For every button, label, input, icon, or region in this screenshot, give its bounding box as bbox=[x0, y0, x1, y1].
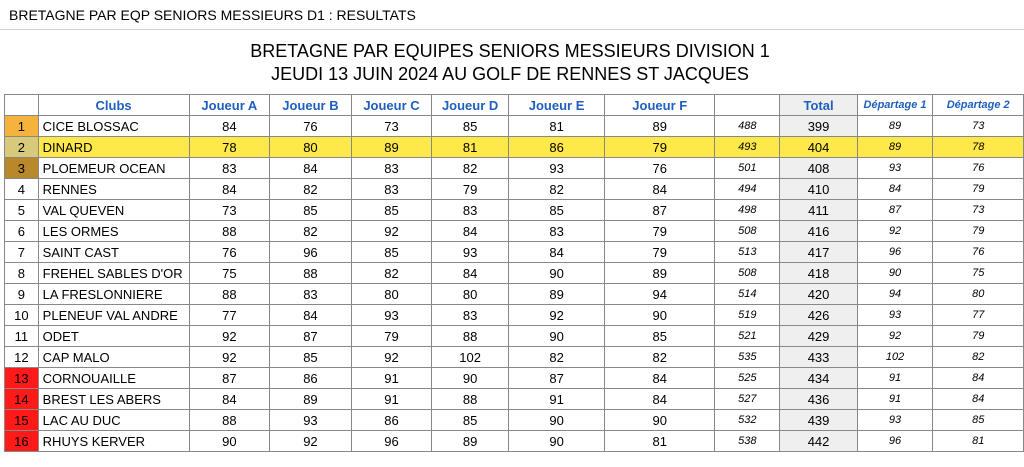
club-name-cell: RENNES bbox=[38, 179, 189, 200]
joueur-a-score: 90 bbox=[189, 431, 270, 452]
joueur-c-score: 92 bbox=[351, 347, 432, 368]
joueur-b-score: 83 bbox=[270, 284, 352, 305]
joueur-d-score: 88 bbox=[432, 389, 509, 410]
departage-1-score: 96 bbox=[857, 431, 933, 452]
joueur-f-score: 89 bbox=[605, 116, 715, 137]
table-row bbox=[5, 410, 1024, 431]
joueur-b-score: 87 bbox=[270, 326, 352, 347]
joueur-c-score: 92 bbox=[351, 221, 432, 242]
rank-cell: 14 bbox=[5, 389, 39, 410]
departage-2-score: 84 bbox=[933, 389, 1024, 410]
departage-1-score: 96 bbox=[857, 242, 933, 263]
departage-1-score: 89 bbox=[857, 116, 933, 137]
club-name-cell: VAL QUEVEN bbox=[38, 200, 189, 221]
departage-1-score: 91 bbox=[857, 368, 933, 389]
joueur-f-score: 79 bbox=[605, 242, 715, 263]
joueur-d-score: 80 bbox=[432, 284, 509, 305]
joueur-b-score: 92 bbox=[270, 431, 352, 452]
departage-1-score: 93 bbox=[857, 410, 933, 431]
joueur-a-score: 87 bbox=[189, 368, 270, 389]
club-name-cell: CAP MALO bbox=[38, 347, 189, 368]
club-name-cell: PLOEMEUR OCEAN bbox=[38, 158, 189, 179]
joueur-a-score: 78 bbox=[189, 137, 270, 158]
joueur-b-score: 82 bbox=[270, 221, 352, 242]
joueur-d-score: 84 bbox=[432, 221, 509, 242]
joueur-d-score: 90 bbox=[432, 368, 509, 389]
joueur-b-score: 86 bbox=[270, 368, 352, 389]
joueur-e-score: 90 bbox=[508, 263, 604, 284]
joueur-e-score: 81 bbox=[508, 116, 604, 137]
rank-cell: 10 bbox=[5, 305, 39, 326]
header-joueur-b: Joueur B bbox=[270, 95, 352, 116]
sum-score: 527 bbox=[715, 389, 780, 410]
joueur-d-score: 83 bbox=[432, 200, 509, 221]
sum-score: 508 bbox=[715, 221, 780, 242]
rank-cell: 7 bbox=[5, 242, 39, 263]
sum-score: 494 bbox=[715, 179, 780, 200]
club-name-cell: LA FRESLONNIERE bbox=[38, 284, 189, 305]
joueur-c-score: 79 bbox=[351, 326, 432, 347]
departage-2-score: 85 bbox=[933, 410, 1024, 431]
joueur-e-score: 89 bbox=[508, 284, 604, 305]
header-joueur-e: Joueur E bbox=[508, 95, 604, 116]
header-row bbox=[5, 95, 1024, 116]
club-name-cell: ODET bbox=[38, 326, 189, 347]
sum-score: 514 bbox=[715, 284, 780, 305]
sum-score: 501 bbox=[715, 158, 780, 179]
joueur-f-score: 85 bbox=[605, 326, 715, 347]
table-row bbox=[5, 326, 1024, 347]
table-row bbox=[5, 179, 1024, 200]
total-score: 433 bbox=[780, 347, 857, 368]
total-score: 417 bbox=[780, 242, 857, 263]
club-name-cell: DINARD bbox=[38, 137, 189, 158]
total-score: 436 bbox=[780, 389, 857, 410]
joueur-f-score: 79 bbox=[605, 221, 715, 242]
header-rank bbox=[5, 95, 39, 116]
departage-2-score: 82 bbox=[933, 347, 1024, 368]
departage-2-score: 84 bbox=[933, 368, 1024, 389]
joueur-b-score: 96 bbox=[270, 242, 352, 263]
joueur-b-score: 85 bbox=[270, 347, 352, 368]
departage-1-score: 94 bbox=[857, 284, 933, 305]
departage-2-score: 79 bbox=[933, 221, 1024, 242]
rank-cell: 8 bbox=[5, 263, 39, 284]
departage-2-score: 73 bbox=[933, 200, 1024, 221]
joueur-a-score: 92 bbox=[189, 326, 270, 347]
joueur-a-score: 84 bbox=[189, 389, 270, 410]
club-name-cell: SAINT CAST bbox=[38, 242, 189, 263]
joueur-b-score: 88 bbox=[270, 263, 352, 284]
joueur-d-score: 93 bbox=[432, 242, 509, 263]
table-row bbox=[5, 284, 1024, 305]
joueur-c-score: 85 bbox=[351, 200, 432, 221]
joueur-a-score: 77 bbox=[189, 305, 270, 326]
joueur-a-score: 92 bbox=[189, 347, 270, 368]
joueur-d-score: 102 bbox=[432, 347, 509, 368]
joueur-b-score: 89 bbox=[270, 389, 352, 410]
header-departage-1: Départage 1 bbox=[857, 95, 933, 116]
total-score: 418 bbox=[780, 263, 857, 284]
sum-score: 519 bbox=[715, 305, 780, 326]
rank-cell: 13 bbox=[5, 368, 39, 389]
club-name-cell: CICE BLOSSAC bbox=[38, 116, 189, 137]
rank-cell: 6 bbox=[5, 221, 39, 242]
rank-cell: 12 bbox=[5, 347, 39, 368]
joueur-e-score: 86 bbox=[508, 137, 604, 158]
total-score: 420 bbox=[780, 284, 857, 305]
joueur-b-score: 80 bbox=[270, 137, 352, 158]
departage-1-score: 89 bbox=[857, 137, 933, 158]
table-row bbox=[5, 116, 1024, 137]
departage-2-score: 78 bbox=[933, 137, 1024, 158]
sum-score: 535 bbox=[715, 347, 780, 368]
joueur-f-score: 84 bbox=[605, 368, 715, 389]
sum-score: 513 bbox=[715, 242, 780, 263]
rank-cell: 3 bbox=[5, 158, 39, 179]
window-title: BRETAGNE PAR EQP SENIORS MESSIEURS D1 : RESULTATS bbox=[9, 6, 416, 23]
sum-score: 521 bbox=[715, 326, 780, 347]
joueur-e-score: 82 bbox=[508, 179, 604, 200]
table-row bbox=[5, 242, 1024, 263]
table-row bbox=[5, 158, 1024, 179]
joueur-c-score: 96 bbox=[351, 431, 432, 452]
joueur-c-score: 80 bbox=[351, 284, 432, 305]
table-row bbox=[5, 347, 1024, 368]
sheet-subtitle: JEUDI 13 JUIN 2024 AU GOLF DE RENNES ST JACQUES bbox=[271, 64, 749, 84]
header-joueur-f: Joueur F bbox=[605, 95, 715, 116]
joueur-e-score: 90 bbox=[508, 431, 604, 452]
table-row bbox=[5, 200, 1024, 221]
joueur-e-score: 82 bbox=[508, 347, 604, 368]
departage-1-score: 84 bbox=[857, 179, 933, 200]
table-row bbox=[5, 431, 1024, 452]
joueur-a-score: 88 bbox=[189, 410, 270, 431]
total-score: 411 bbox=[780, 200, 857, 221]
rank-cell: 5 bbox=[5, 200, 39, 221]
rank-cell: 1 bbox=[5, 116, 39, 137]
sum-score: 488 bbox=[715, 116, 780, 137]
joueur-e-score: 92 bbox=[508, 305, 604, 326]
joueur-e-score: 90 bbox=[508, 326, 604, 347]
rank-cell: 11 bbox=[5, 326, 39, 347]
joueur-a-score: 73 bbox=[189, 200, 270, 221]
results-table bbox=[4, 94, 1024, 452]
departage-2-score: 79 bbox=[933, 326, 1024, 347]
joueur-f-score: 90 bbox=[605, 305, 715, 326]
sheet-title: BRETAGNE PAR EQUIPES SENIORS MESSIEURS DIVISION 1 bbox=[250, 41, 770, 61]
joueur-c-score: 85 bbox=[351, 242, 432, 263]
joueur-e-score: 85 bbox=[508, 200, 604, 221]
joueur-f-score: 79 bbox=[605, 137, 715, 158]
joueur-c-score: 83 bbox=[351, 158, 432, 179]
sum-score: 493 bbox=[715, 137, 780, 158]
joueur-e-score: 90 bbox=[508, 410, 604, 431]
departage-1-score: 90 bbox=[857, 263, 933, 284]
joueur-d-score: 81 bbox=[432, 137, 509, 158]
total-score: 404 bbox=[780, 137, 857, 158]
joueur-e-score: 93 bbox=[508, 158, 604, 179]
departage-2-score: 81 bbox=[933, 431, 1024, 452]
rank-cell: 15 bbox=[5, 410, 39, 431]
departage-2-score: 79 bbox=[933, 179, 1024, 200]
departage-1-score: 92 bbox=[857, 221, 933, 242]
total-score: 416 bbox=[780, 221, 857, 242]
results-sheet bbox=[4, 30, 1024, 467]
table-row bbox=[5, 263, 1024, 284]
joueur-e-score: 84 bbox=[508, 242, 604, 263]
club-name-cell: LES ORMES bbox=[38, 221, 189, 242]
total-score: 434 bbox=[780, 368, 857, 389]
departage-2-score: 80 bbox=[933, 284, 1024, 305]
joueur-a-score: 88 bbox=[189, 284, 270, 305]
joueur-b-score: 85 bbox=[270, 200, 352, 221]
joueur-a-score: 76 bbox=[189, 242, 270, 263]
club-name-cell: BREST LES ABERS bbox=[38, 389, 189, 410]
total-score: 408 bbox=[780, 158, 857, 179]
departage-1-score: 102 bbox=[857, 347, 933, 368]
total-score: 442 bbox=[780, 431, 857, 452]
total-score: 429 bbox=[780, 326, 857, 347]
header-total: Total bbox=[780, 95, 857, 116]
header-joueur-a: Joueur A bbox=[189, 95, 270, 116]
joueur-c-score: 91 bbox=[351, 389, 432, 410]
sum-score: 498 bbox=[715, 200, 780, 221]
joueur-f-score: 81 bbox=[605, 431, 715, 452]
joueur-d-score: 79 bbox=[432, 179, 509, 200]
club-name-cell: FREHEL SABLES D'OR bbox=[38, 263, 189, 284]
total-score: 410 bbox=[780, 179, 857, 200]
table-row bbox=[5, 389, 1024, 410]
joueur-b-score: 84 bbox=[270, 158, 352, 179]
table-row bbox=[5, 368, 1024, 389]
departage-2-score: 75 bbox=[933, 263, 1024, 284]
total-score: 426 bbox=[780, 305, 857, 326]
rank-cell: 2 bbox=[5, 137, 39, 158]
table-row bbox=[5, 221, 1024, 242]
header-sum bbox=[715, 95, 780, 116]
joueur-f-score: 84 bbox=[605, 179, 715, 200]
sum-score: 525 bbox=[715, 368, 780, 389]
club-name-cell: PLENEUF VAL ANDRE bbox=[38, 305, 189, 326]
departage-2-score: 77 bbox=[933, 305, 1024, 326]
club-name-cell: CORNOUAILLE bbox=[38, 368, 189, 389]
joueur-c-score: 93 bbox=[351, 305, 432, 326]
header-joueur-c: Joueur C bbox=[351, 95, 432, 116]
departage-1-score: 93 bbox=[857, 305, 933, 326]
club-name-cell: LAC AU DUC bbox=[38, 410, 189, 431]
joueur-f-score: 76 bbox=[605, 158, 715, 179]
joueur-a-score: 75 bbox=[189, 263, 270, 284]
joueur-c-score: 83 bbox=[351, 179, 432, 200]
departage-1-score: 93 bbox=[857, 158, 933, 179]
departage-2-score: 76 bbox=[933, 242, 1024, 263]
table-row bbox=[5, 137, 1024, 158]
joueur-d-score: 88 bbox=[432, 326, 509, 347]
rank-cell: 9 bbox=[5, 284, 39, 305]
joueur-f-score: 94 bbox=[605, 284, 715, 305]
joueur-d-score: 85 bbox=[432, 410, 509, 431]
joueur-d-score: 84 bbox=[432, 263, 509, 284]
joueur-c-score: 73 bbox=[351, 116, 432, 137]
departage-1-score: 91 bbox=[857, 389, 933, 410]
sum-score: 538 bbox=[715, 431, 780, 452]
joueur-e-score: 83 bbox=[508, 221, 604, 242]
joueur-c-score: 86 bbox=[351, 410, 432, 431]
header-joueur-d: Joueur D bbox=[432, 95, 509, 116]
total-score: 399 bbox=[780, 116, 857, 137]
window-title-bar bbox=[0, 0, 1024, 30]
joueur-f-score: 90 bbox=[605, 410, 715, 431]
joueur-c-score: 91 bbox=[351, 368, 432, 389]
joueur-e-score: 91 bbox=[508, 389, 604, 410]
sum-score: 508 bbox=[715, 263, 780, 284]
joueur-f-score: 84 bbox=[605, 389, 715, 410]
joueur-b-score: 76 bbox=[270, 116, 352, 137]
rank-cell: 4 bbox=[5, 179, 39, 200]
table-row bbox=[5, 305, 1024, 326]
joueur-b-score: 84 bbox=[270, 305, 352, 326]
joueur-b-score: 93 bbox=[270, 410, 352, 431]
rank-cell: 16 bbox=[5, 431, 39, 452]
joueur-a-score: 88 bbox=[189, 221, 270, 242]
joueur-a-score: 84 bbox=[189, 116, 270, 137]
total-score: 439 bbox=[780, 410, 857, 431]
joueur-d-score: 82 bbox=[432, 158, 509, 179]
sum-score: 532 bbox=[715, 410, 780, 431]
joueur-d-score: 85 bbox=[432, 116, 509, 137]
header-departage-2: Départage 2 bbox=[933, 95, 1024, 116]
joueur-b-score: 82 bbox=[270, 179, 352, 200]
joueur-f-score: 87 bbox=[605, 200, 715, 221]
joueur-d-score: 89 bbox=[432, 431, 509, 452]
departage-2-score: 76 bbox=[933, 158, 1024, 179]
departage-2-score: 73 bbox=[933, 116, 1024, 137]
joueur-a-score: 84 bbox=[189, 179, 270, 200]
header-clubs: Clubs bbox=[38, 95, 189, 116]
joueur-d-score: 83 bbox=[432, 305, 509, 326]
joueur-f-score: 89 bbox=[605, 263, 715, 284]
club-name-cell: RHUYS KERVER bbox=[38, 431, 189, 452]
joueur-c-score: 82 bbox=[351, 263, 432, 284]
joueur-a-score: 83 bbox=[189, 158, 270, 179]
joueur-c-score: 89 bbox=[351, 137, 432, 158]
joueur-e-score: 87 bbox=[508, 368, 604, 389]
departage-1-score: 87 bbox=[857, 200, 933, 221]
joueur-f-score: 82 bbox=[605, 347, 715, 368]
departage-1-score: 92 bbox=[857, 326, 933, 347]
